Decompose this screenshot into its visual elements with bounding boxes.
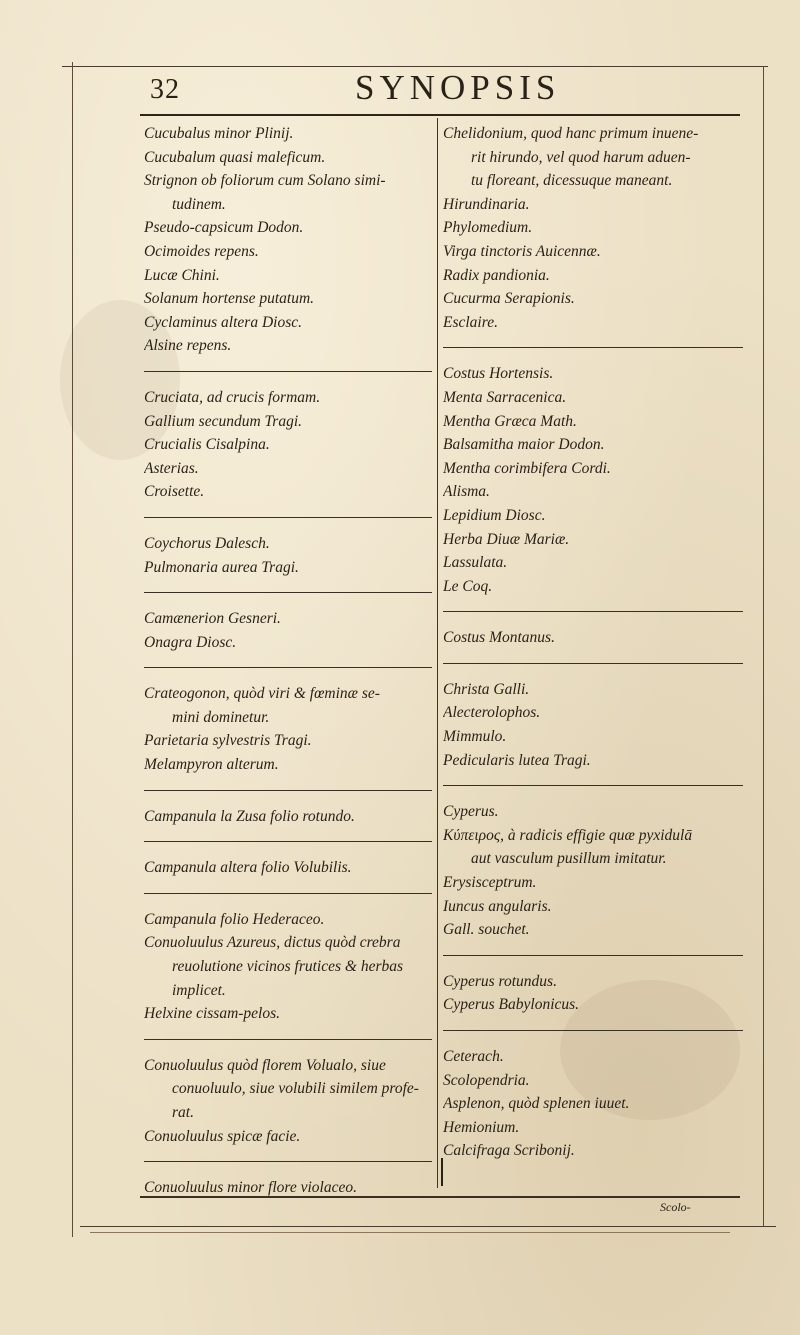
entry-line: Pseudo-capsicum Dodon. [144,219,304,237]
entry-group [443,362,743,598]
entry-line: Conuoluulus Azureus, dictus quòd crebra [144,934,401,952]
entry-line: Phylomedium. [443,219,533,237]
outer-frame-bottom-inner [90,1232,730,1233]
entry-group [144,122,432,358]
entry-group [443,678,743,772]
entry-line: Asterias. [144,459,199,477]
entry-line: Cruciata, ad crucis formam. [144,388,321,406]
entry-line: Hirundinaria. [443,195,530,213]
entry-line: Campanula la Zusa folio rotundo. [144,807,355,825]
entry-group [144,908,432,1026]
entry-line: Alecterolophos. [443,704,541,722]
left-column [144,122,432,1200]
entry-group [443,970,743,1017]
entry-line: implicet. [172,981,226,999]
entry-line: Mimmulo. [443,728,507,746]
entry-group [144,607,432,654]
entry-line: Coychorus Dalesch. [144,534,270,552]
entry-group [144,805,432,829]
outer-frame-top [62,66,768,67]
entry-group [443,122,743,334]
outer-frame-bottom [80,1226,776,1227]
entry-line: Iuncus angularis. [443,897,552,915]
entry-group [144,532,432,579]
entry-line: Solanum hortense putatum. [144,290,315,308]
entry-line: Esclaire. [443,313,498,331]
column-divider [437,118,438,1188]
entry-line: Herba Diuæ Mariæ. [443,530,570,548]
entry-line: Pedicularis lutea Tragi. [443,751,591,769]
group-separator [443,663,743,664]
entry-line: Cyclaminus altera Diosc. [144,313,302,331]
group-separator [443,1030,743,1031]
entry-line: Crateogonon, quòd viri & fœminæ se- [144,685,380,703]
entry-line: Ceterach. [443,1048,504,1065]
entry-line: Κύπειρος, à radicis effigie quæ pyxidulā [443,826,693,844]
entry-line: Conuoluulus minor flore violaceo. [144,1179,357,1197]
entry-group [144,1054,432,1148]
entry-line: Conuoluulus quòd florem Volualo, siue [144,1056,386,1074]
entry-line: Calcifraga Scribonij. [443,1142,575,1160]
entry-line: Gallium secundum Tragi. [144,412,303,430]
group-separator [144,1161,432,1162]
entry-line: Hemionium. [443,1118,520,1136]
entry-group [443,1045,743,1163]
outer-frame-right [763,66,764,1226]
header-rule [140,114,740,116]
entry-line: Campanula folio Hederaceo. [144,910,325,928]
group-separator [144,592,432,593]
entry-line: Crucialis Cisalpina. [144,436,270,454]
entry-line: Radix pandionia. [443,266,550,284]
entry-line: Alsine repens. [144,337,232,355]
group-separator [144,893,432,894]
entry-line: conuoluulo, siue volubili similem profe- [172,1080,419,1098]
entry-line: Christa Galli. [443,680,530,698]
page-number: 32 [150,74,180,105]
entry-line: Virga tinctoris Auicennæ. [443,242,601,260]
catchword: Scolo- [660,1200,691,1214]
entry-line: Cucubalum quasi maleficum. [144,148,326,166]
entry-line: Cucubalus minor Plinij. [144,125,294,142]
entry-line: Costus Montanus. [443,629,555,647]
right-column [443,122,743,1163]
entry-line: Ocimoides repens. [144,242,259,260]
entry-line: rat. [172,1104,194,1121]
entry-line: Lepidium Diosc. [443,506,546,524]
entry-line: Cucurma Serapionis. [443,290,575,308]
end-mark [441,1158,443,1186]
entry-line: Mentha corimbifera Cordi. [443,459,611,477]
entry-line: Helxine cissam-pelos. [144,1005,281,1023]
entry-line: Parietaria sylvestris Tragi. [144,732,312,750]
entry-line: Pulmonaria aurea Tragi. [144,558,299,576]
entry-line: Menta Sarracenica. [443,388,567,406]
entry-line: Balsamitha maior Dodon. [443,436,605,454]
group-separator [144,517,432,518]
entry-line: Erysisceptrum. [443,874,537,892]
entry-line: Melampyron alterum. [144,756,279,774]
group-separator [144,790,432,791]
entry-line: Alisma. [443,483,490,501]
entry-line: Costus Hortensis. [443,365,554,383]
entry-line: Cyperus Babylonicus. [443,996,580,1014]
group-separator [144,371,432,372]
group-separator [144,667,432,668]
entry-line: mini dominetur. [172,708,270,726]
group-separator [443,611,743,612]
entry-line: tudinem. [172,195,226,213]
page-title: SYNOPSIS [355,68,561,107]
outer-frame-left [72,62,73,1237]
entry-line: Mentha Græca Math. [443,412,577,430]
group-separator [443,785,743,786]
entry-group [144,856,432,880]
group-separator [144,1039,432,1040]
entry-line: Onagra Diosc. [144,633,237,651]
entry-line: Asplenon, quòd splenen iuuet. [443,1095,630,1113]
entry-line: Gall. souchet. [443,921,530,939]
entry-line: Conuoluulus spicæ facie. [144,1127,301,1145]
entry-line: Cyperus. [443,803,499,821]
entry-line: Campanula altera folio Volubilis. [144,859,352,877]
entry-group [144,682,432,776]
entry-line: rit hirundo, vel quod harum aduen- [471,148,691,166]
entry-line: Lucæ Chini. [144,266,220,284]
entry-line: aut vasculum pusillum imitatur. [471,850,667,868]
entry-line: Croisette. [144,483,205,501]
footer-rule [140,1196,740,1198]
entry-line: Scolopendria. [443,1071,530,1089]
entry-line: Strignon ob foliorum cum Solano simi- [144,172,386,190]
entry-group [443,800,743,942]
entry-group [443,626,743,650]
entry-line: Camænerion Gesneri. [144,610,281,628]
entry-line: Cyperus rotundus. [443,972,557,990]
entry-line: Le Coq. [443,577,493,595]
entry-line: reuolutione vicinos frutices & herbas [172,958,404,976]
entry-group [144,386,432,504]
entry-line: Lassulata. [443,554,508,572]
entry-line: Chelidonium, quod hanc primum inuene- [443,125,699,142]
group-separator [443,347,743,348]
group-separator [443,955,743,956]
entry-line: tu floreant, dicessuque maneant. [471,172,673,190]
group-separator [144,841,432,842]
